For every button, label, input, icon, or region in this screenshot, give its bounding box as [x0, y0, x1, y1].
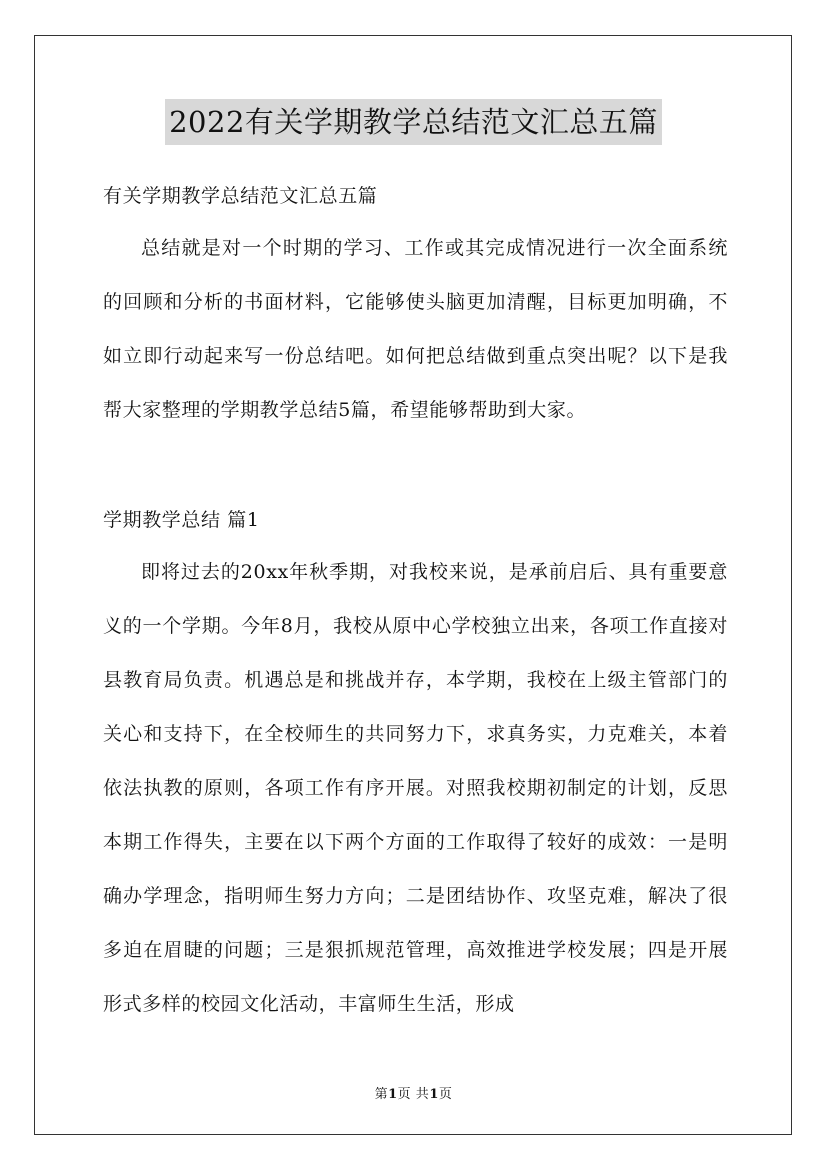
footer-page-mid: 页 共	[397, 1087, 430, 1102]
section1-paragraph: 即将过去的20xx年秋季期，对我校来说，是承前启后、具有重要意义的一个学期。今年8月，我校从原中心学校独立出来，各项工作直接对县教育局负责。机遇总是和挑战并存，本学期，我校在上级主管部门的关心和支持下，在全校师生的共同努力下，求真务实，力克难关，本着依法执教的原则，各项工作有序开展。对照我校期初制定的计划，反思本期工作得失，主要在以下两个方面的工作取得了较好的成效：一是明确办学理念，指明师生努力方向；二是团结协作、攻坚克难，解决了很多迫在眉睫的问题；三是狠抓规范管理，高效推进学校发展；四是开展形式多样的校园文化活动，丰富师生生活，形成	[103, 561, 728, 1015]
intro-paragraph: 总结就是对一个时期的学习、工作或其完成情况进行一次全面系统的回顾和分析的书面材料，它能够使头脑更加清醒，目标更加明确，不如立即行动起来写一份总结吧。如何把总结做到重点突出呢？以下是我帮大家整理的学期教学总结5篇，希望能够帮助到大家。	[103, 237, 728, 421]
footer-page-number: 1	[388, 1087, 398, 1102]
section1-heading: 学期教学总结 篇1	[103, 509, 260, 531]
footer-page-total: 1	[429, 1087, 439, 1102]
footer-page-suffix: 页	[438, 1087, 453, 1102]
footer-page-prefix: 第	[374, 1087, 389, 1102]
document-subtitle: 有关学期教学总结范文汇总五篇	[103, 185, 378, 207]
page-footer	[0, 1083, 827, 1102]
document-title: 2022有关学期教学总结范文汇总五篇	[165, 99, 662, 145]
title-container	[0, 99, 827, 145]
